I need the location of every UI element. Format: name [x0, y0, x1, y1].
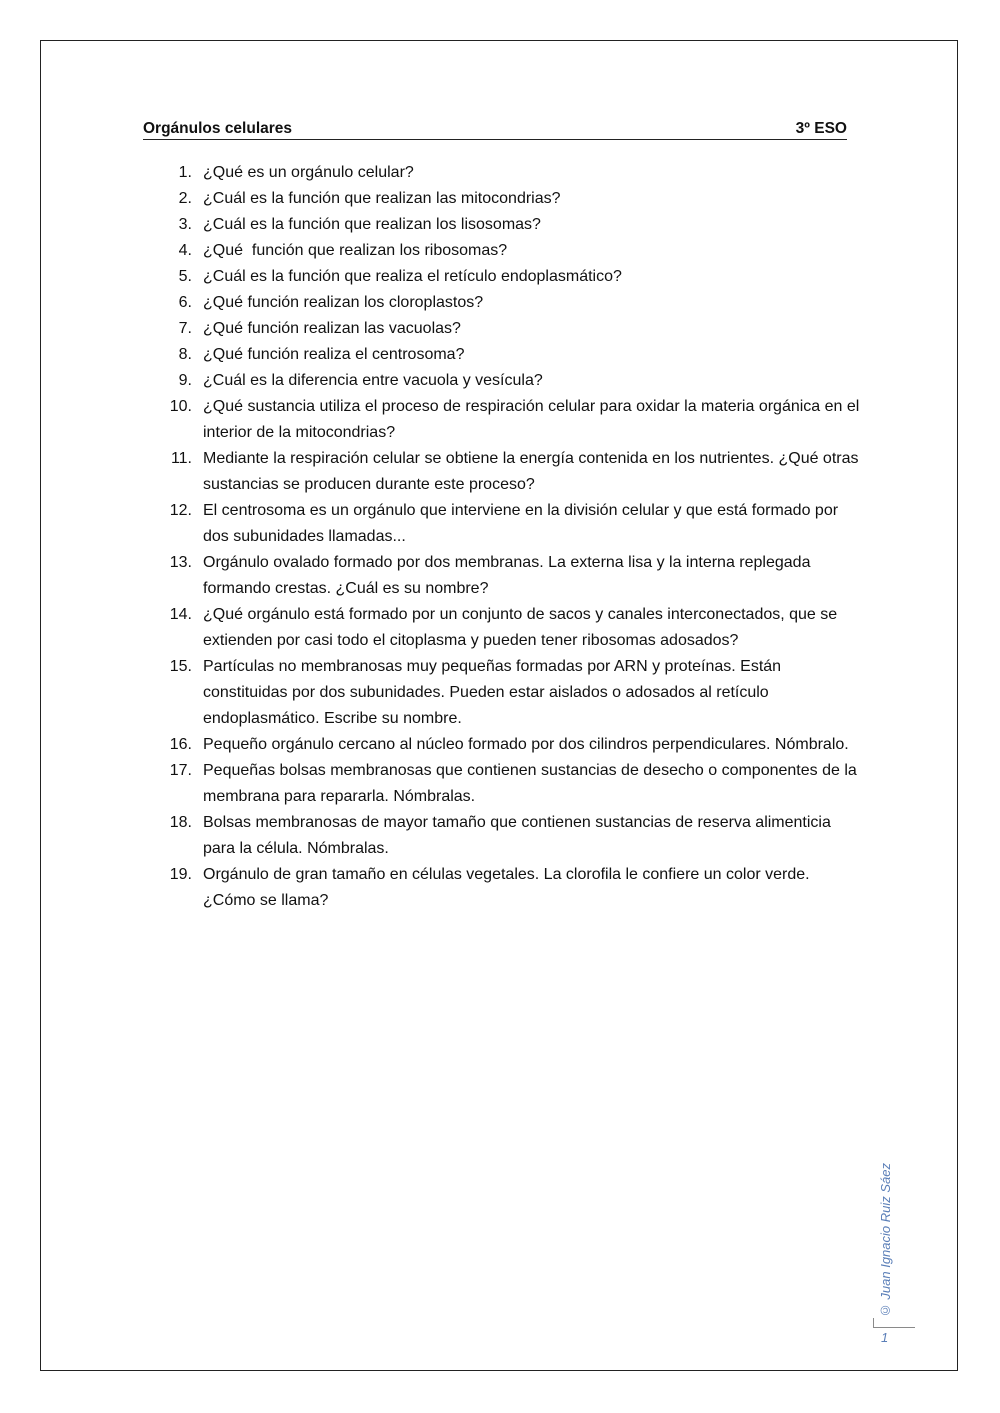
document-title: Orgánulos celulares	[143, 120, 293, 137]
question-number: 7.	[178, 320, 192, 337]
question-item	[143, 498, 863, 550]
question-text: Orgánulo ovalado formado por dos membranas. La externa lisa y la interna replegada formando crestas. ¿Cuál es su nombre?	[203, 554, 811, 597]
question-text: ¿Cuál es la función que realizan las mitocondrias?	[203, 190, 561, 207]
question-number: 12.	[169, 502, 192, 519]
question-number: 6.	[178, 294, 192, 311]
question-item	[143, 368, 863, 394]
question-text: El centrosoma es un orgánulo que interviene en la división celular y que está formado por dos subunidades llamadas...	[203, 502, 839, 545]
question-number: 4.	[178, 242, 192, 259]
page-number-divider	[873, 1327, 915, 1328]
question-item	[143, 810, 863, 862]
question-item	[143, 446, 863, 498]
question-text: Pequeño orgánulo cercano al núcleo formado por dos cilindros perpendiculares. Nómbralo.	[203, 736, 849, 753]
question-number: 5.	[178, 268, 192, 285]
question-item	[143, 186, 863, 212]
question-text: ¿Qué orgánulo está formado por un conjunto de sacos y canales interconectados, que se extienden por casi todo el citoplasma y pueden tener ribosomas adosados?	[203, 606, 838, 649]
question-item	[143, 238, 863, 264]
question-number: 14.	[169, 606, 192, 623]
question-number: 3.	[178, 216, 192, 233]
question-text: ¿Qué función realizan los cloroplastos?	[203, 294, 484, 311]
question-item	[143, 732, 863, 758]
course-level: 3º ESO	[795, 120, 847, 137]
question-text: ¿Cuál es la función que realiza el retículo endoplasmático?	[203, 268, 622, 285]
page-number: 1	[881, 1330, 889, 1345]
question-item	[143, 316, 863, 342]
question-text: ¿Qué función realiza el centrosoma?	[203, 346, 465, 363]
question-item	[143, 394, 863, 446]
question-text: Orgánulo de gran tamaño en células vegetales. La clorofila le confiere un color verde. ¿Cómo se llama?	[203, 866, 810, 909]
copyright-credit-text: © Juan Ignacio Ruiz Sáez	[878, 1162, 893, 1318]
question-text: Mediante la respiración celular se obtiene la energía contenida en los nutrientes. ¿Qué otras sustancias se producen durante este proceso?	[203, 450, 859, 493]
question-item	[143, 264, 863, 290]
question-number: 2.	[178, 190, 192, 207]
question-item	[143, 290, 863, 316]
question-text: ¿Qué función realizan las vacuolas?	[203, 320, 461, 337]
question-item	[143, 342, 863, 368]
question-text: Partículas no membranosas muy pequeñas formadas por ARN y proteínas. Están constituidas por dos subunidades. Pueden estar aislados o adosados al retículo endoplasmático. Escribe su nombre.	[203, 658, 782, 727]
question-text: ¿Qué es un orgánulo celular?	[203, 164, 414, 181]
question-number: 10.	[169, 398, 192, 415]
question-text: ¿Cuál es la diferencia entre vacuola y vesícula?	[203, 372, 543, 389]
question-item	[143, 212, 863, 238]
question-number: 18.	[169, 814, 192, 831]
copyright-credit	[875, 1150, 897, 1318]
question-item	[143, 758, 863, 810]
question-text: Pequeñas bolsas membranosas que contienen sustancias de desecho o componentes de la membrana para repararla. Nómbralas.	[203, 762, 857, 805]
question-item	[143, 160, 863, 186]
question-number: 9.	[178, 372, 192, 389]
question-number: 17.	[169, 762, 192, 779]
question-list	[143, 160, 863, 914]
question-number: 19.	[169, 866, 192, 883]
question-number: 13.	[169, 554, 192, 571]
question-number: 11.	[170, 450, 192, 467]
question-text: ¿Qué función que realizan los ribosomas?	[203, 242, 508, 259]
question-number: 8.	[178, 346, 192, 363]
question-item	[143, 654, 863, 732]
question-item	[143, 550, 863, 602]
question-item	[143, 602, 863, 654]
question-number: 1.	[178, 164, 192, 181]
question-item	[143, 862, 863, 914]
question-number: 15.	[169, 658, 192, 675]
document-header	[143, 119, 847, 140]
question-text: Bolsas membranosas de mayor tamaño que contienen sustancias de reserva alimenticia para la célula. Nómbralas.	[203, 814, 831, 857]
question-text: ¿Cuál es la función que realizan los lisosomas?	[203, 216, 541, 233]
question-text: ¿Qué sustancia utiliza el proceso de respiración celular para oxidar la materia orgánica en el interior de la mitocondrias?	[203, 398, 860, 441]
question-number: 16.	[169, 736, 192, 753]
